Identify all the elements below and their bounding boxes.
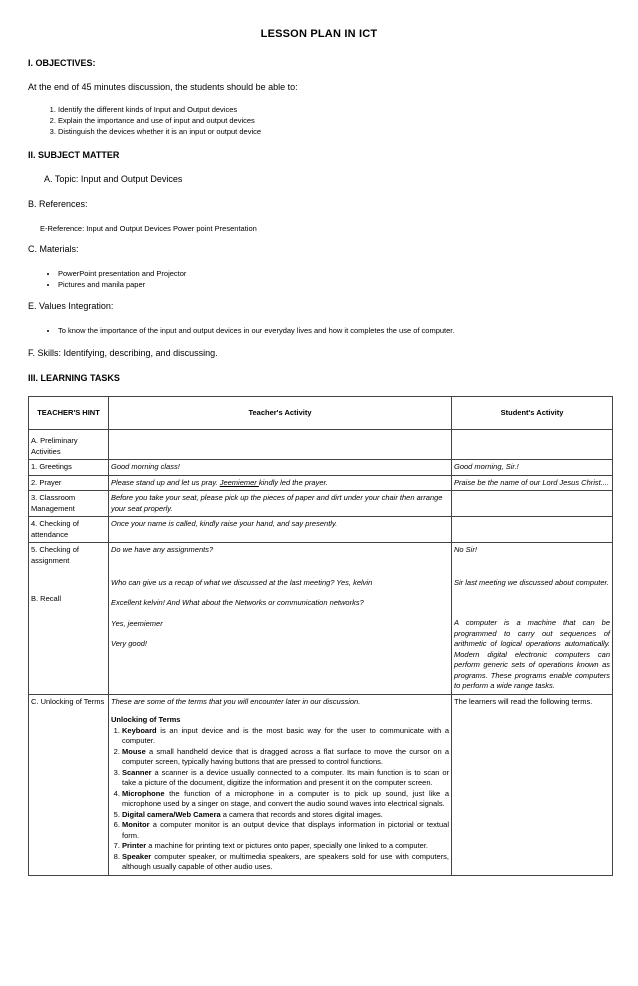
values-list xyxy=(40,325,454,336)
teacher-cell: Good morning class! xyxy=(109,460,452,476)
material-item: • Pictures and manila paper xyxy=(58,279,186,290)
learning-tasks-table xyxy=(28,396,613,876)
col-students-activity: Student's Activity xyxy=(452,397,613,430)
table-row xyxy=(29,543,613,695)
hint-cell: C. Unlocking of Terms xyxy=(29,694,109,875)
student-cell: Praise be the name of our Lord Jesus Christ.... xyxy=(452,475,613,491)
teacher-cell: Before you take your seat, please pick up the pieces of paper and dirt under your chair then arrange your seat properly. xyxy=(109,491,452,517)
unlocking-intro: These are some of the terms that you will encounter later in our discussion. xyxy=(111,696,361,706)
table-row xyxy=(29,517,613,543)
unlocking-subhead: Unlocking of Terms xyxy=(111,715,181,724)
table-row xyxy=(29,430,613,460)
objectives-list xyxy=(40,104,261,137)
table-row xyxy=(29,460,613,476)
document-title: LESSON PLAN IN ICT xyxy=(260,28,378,40)
col-teachers-hint: TEACHER'S HINT xyxy=(29,397,109,430)
term-item: 6. Monitor a computer monitor is an output device that displays information in pictorial or textual form. xyxy=(122,820,449,841)
objective-item: 3. Distinguish the devices whether it is an input or output device xyxy=(58,126,261,137)
student-cell: The learners will read the following terms. xyxy=(452,694,613,875)
student-recall-1: Sir last meeting we discussed about computer. xyxy=(454,577,609,587)
student-name: Jeemiemer xyxy=(219,477,259,487)
objective-item: 1. Identify the different kinds of Input and Output devices xyxy=(58,104,261,115)
student-recall-2: A computer is a machine that can be programmed to carry out sequences of arithmetic of logical operations automatically. Modern digital electronic computers can perform generic sets of operations known as programs. These programs enable computers to perform a wide range tasks. xyxy=(454,618,610,690)
values-heading: E. Values Integration: xyxy=(28,301,114,311)
objectives-intro: At the end of 45 minutes discussion, the students should be able to: xyxy=(28,82,298,92)
teacher-recall-2: Excellent kelvin! And What about the Networks or communication networks? xyxy=(111,598,364,607)
teacher-assignment: Do we have any assignments? xyxy=(111,545,214,554)
hint-assignment: 5. Checking of assignment xyxy=(31,545,79,565)
materials-list xyxy=(40,268,186,290)
hint-recall: B. Recall xyxy=(31,594,62,603)
table-row xyxy=(29,491,613,517)
term-item: 5. Digital camera/Web Camera a camera that records and stores digital images. xyxy=(122,810,449,821)
hint-cell: 2. Prayer xyxy=(29,475,109,491)
teacher-cell: Please stand up and let us pray. Jeemiemer kindly led the prayer. xyxy=(109,475,452,491)
table-row xyxy=(29,475,613,491)
student-assignment: No Sir! xyxy=(454,545,477,554)
learning-tasks-heading: III. LEARNING TASKS xyxy=(28,373,120,383)
teacher-recall-3: Yes, jeemiemer xyxy=(111,618,163,628)
teacher-cell: Once your name is called, kindly raise your hand, and say presently. xyxy=(109,517,452,543)
teacher-recall-4: Very good! xyxy=(111,639,147,648)
table-row xyxy=(29,694,613,875)
term-item: 3. Scanner a scanner is a device usually connected to a computer. Its main function is to scan or take a picture of the document, digitize the information and present it on the computer screen. xyxy=(122,768,449,789)
terms-list xyxy=(111,726,449,873)
skills: F. Skills: Identifying, describing, and discussing. xyxy=(28,348,218,358)
hint-cell: 4. Checking of attendance xyxy=(29,517,109,543)
term-item: 1. Keyboard is an input device and is the most basic way for the user to communicate with a computer. xyxy=(122,726,449,747)
student-cell: Good morning, Sir.! xyxy=(452,460,613,476)
hint-cell: 3. Classroom Management xyxy=(29,491,109,517)
term-item: 8. Speaker computer speaker, or multimedia speakers, are speakers sold for use with computers, although usually capable of other audio uses. xyxy=(122,852,449,873)
objectives-heading: I. OBJECTIVES: xyxy=(28,58,96,68)
values-item: • To know the importance of the input and output devices in our everyday lives and how it completes the use of computer. xyxy=(58,325,454,336)
subject-matter-heading: II. SUBJECT MATTER xyxy=(28,150,120,160)
topic: A. Topic: Input and Output Devices xyxy=(44,174,183,184)
objective-item: 2. Explain the importance and use of input and output devices xyxy=(58,115,261,126)
hint-cell: A. Preliminary Activities xyxy=(29,430,109,460)
col-teachers-activity: Teacher's Activity xyxy=(109,397,452,430)
table-header-row xyxy=(29,397,613,430)
materials-heading: C. Materials: xyxy=(28,244,79,254)
hint-cell: 1. Greetings xyxy=(29,460,109,476)
term-item: 2. Mouse a small handheld device that is dragged across a flat surface to move the cursor on a computer screen, typically having buttons that are pressed to control functions. xyxy=(122,747,449,768)
term-item: 4. Microphone the function of a microphone in a computer is to pick up sound, just like a microphone used by a singer on stage, and convert the audio sound waves into electrical signals. xyxy=(122,789,449,810)
teacher-recall-1: Who can give us a recap of what we discussed at the last meeting? Yes, kelvin xyxy=(111,577,373,587)
references-heading: B. References: xyxy=(28,199,88,209)
reference-item: E-Reference: Input and Output Devices Power point Presentation xyxy=(40,224,257,233)
material-item: • PowerPoint presentation and Projector xyxy=(58,268,186,279)
term-item: 7. Printer a machine for printing text or pictures onto paper, specially one linked to a computer. xyxy=(122,841,449,852)
